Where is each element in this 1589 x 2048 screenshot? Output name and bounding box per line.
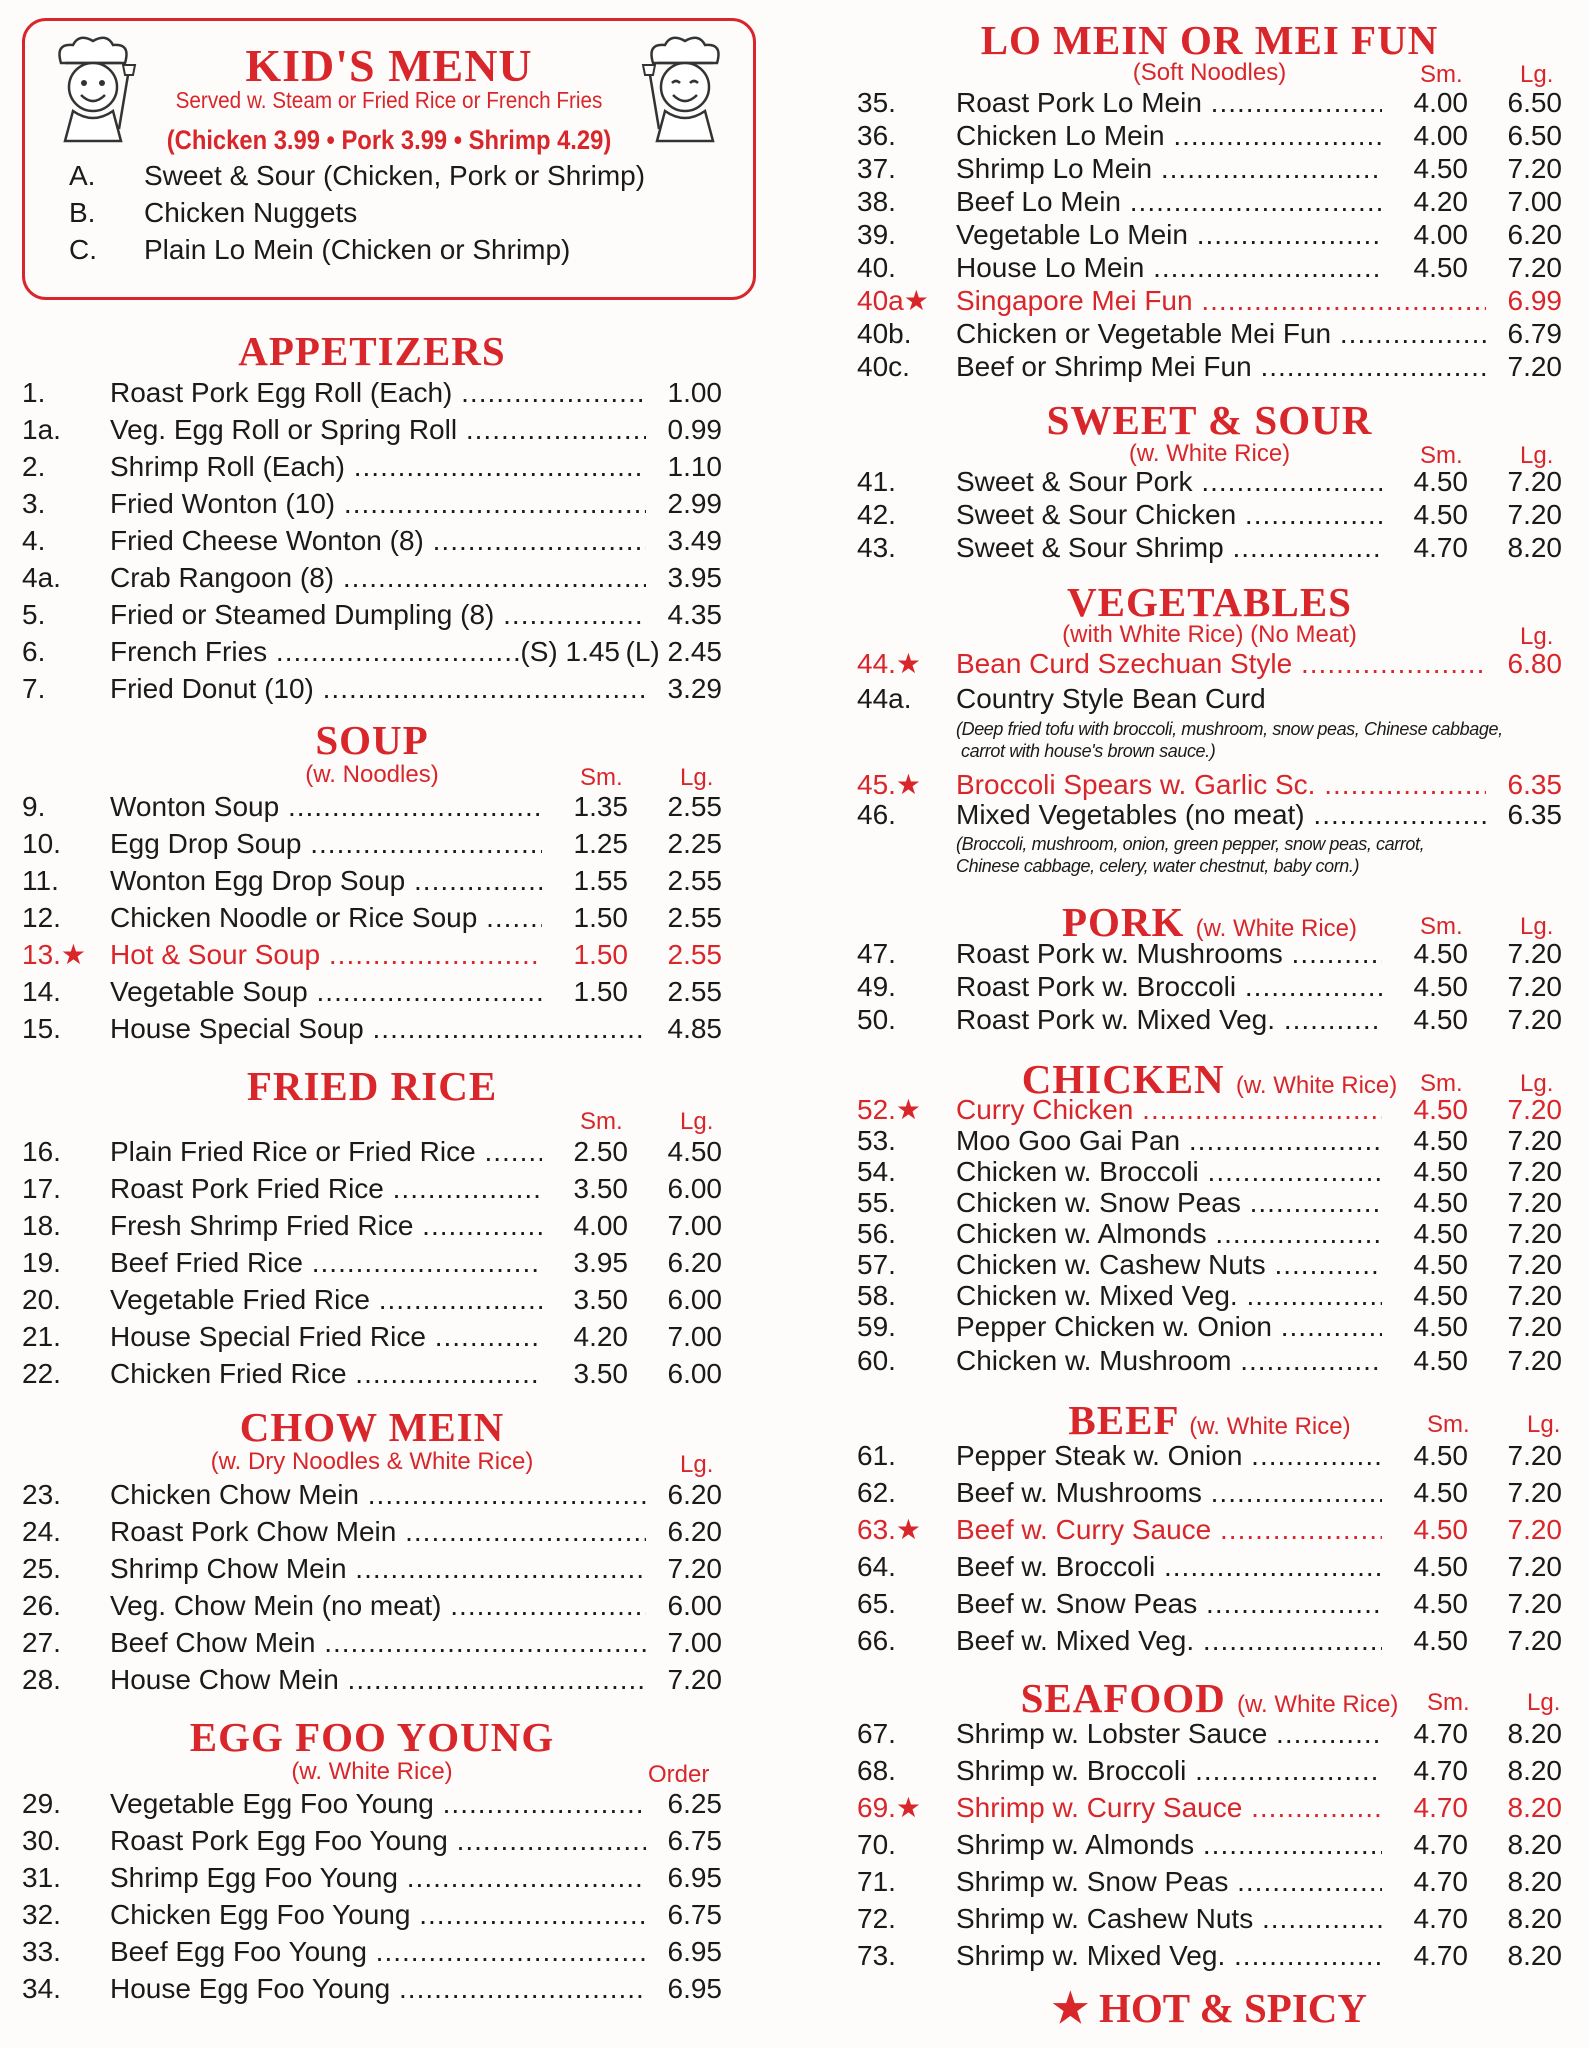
lo-mein-title: LO MEIN OR MEI FUN	[980, 17, 1439, 63]
kids-menu-title: KID'S MENU	[245, 40, 533, 91]
menu-item-4: 4. Fried Cheese Wonton (8) ..... 3.49	[22, 523, 722, 559]
menu-item-34: 34. House Egg Foo Young ..... 6.95	[22, 1971, 722, 2007]
egg-foo-young-title: EGG FOO YOUNG	[189, 1714, 555, 1760]
menu-item-40: 40. House Lo Mein ..... 4.50 7.20	[857, 250, 1562, 286]
menu-item-31: 31. Shrimp Egg Foo Young ..... 6.95	[22, 1860, 722, 1896]
note-44a-line2: carrot with house's brown sauce.)	[961, 741, 1216, 761]
seafood-sm-header: Sm.	[1427, 1689, 1470, 1716]
menu-item-25: 25. Shrimp Chow Mein ..... 7.20	[22, 1551, 722, 1587]
soup-sm-header: Sm.	[580, 764, 623, 791]
menu-item-23: 23. Chicken Chow Mein ..... 6.20	[22, 1477, 722, 1513]
menu-item-45-spicy: 45.★ Broccoli Spears w. Garlic Sc. ..... 6.35	[857, 767, 1562, 803]
menu-item-4a: 4a. Crab Rangoon (8) ..... 3.95	[22, 560, 722, 596]
menu-item-15: 15. House Special Soup ..... 4.85	[22, 1011, 722, 1047]
menu-item-68: 68. Shrimp w. Broccoli ..... 4.70 8.20	[857, 1753, 1562, 1789]
menu-item-43: 43. Sweet & Sour Shrimp ..... 4.70 8.20	[857, 530, 1562, 566]
fried-rice-lg-header: Lg.	[680, 1108, 714, 1135]
beef-lg-header: Lg.	[1527, 1411, 1561, 1438]
menu-item-72: 72. Shrimp w. Cashew Nuts ..... 4.70 8.20	[857, 1901, 1562, 1937]
menu-item-63-spicy: 63.★ Beef w. Curry Sauce ..... 4.50 7.20	[857, 1512, 1562, 1548]
menu-item-22: 22. Chicken Fried Rice ..... 3.50 6.00	[22, 1356, 722, 1392]
soup-title: SOUP	[315, 717, 429, 763]
menu-item-10: 10. Egg Drop Soup ..... 1.25 2.25	[22, 826, 722, 862]
hot-spicy-legend: ★ HOT & SPICY	[1051, 1985, 1368, 2031]
kids-item-letter-c: C.	[69, 234, 97, 265]
menu-item-26: 26. Veg. Chow Mein (no meat) ..... 6.00	[22, 1588, 722, 1624]
menu-item-49: 49. Roast Pork w. Broccoli ..... 4.50 7.20	[857, 969, 1562, 1005]
lo-mein-lg-header: Lg.	[1520, 61, 1554, 88]
menu-item-30: 30. Roast Pork Egg Foo Young ..... 6.75	[22, 1823, 722, 1859]
menu-item-67: 67. Shrimp w. Lobster Sauce ..... 4.70 8.20	[857, 1716, 1562, 1752]
menu-item-40a-spicy: 40a★ Singapore Mei Fun ..... 6.99	[857, 283, 1562, 319]
menu-item-21: 21. House Special Fried Rice ..... 4.20 7.00	[22, 1319, 722, 1355]
sweet-sour-subtitle: (w. White Rice)	[1128, 440, 1291, 467]
menu-item-18: 18. Fresh Shrimp Fried Rice ..... 4.00 7.00	[22, 1208, 722, 1244]
menu-item-33: 33. Beef Egg Foo Young ..... 6.95	[22, 1934, 722, 1970]
chicken-lg-header: Lg.	[1520, 1070, 1554, 1097]
menu-item-50: 50. Roast Pork w. Mixed Veg. ..... 4.50 7.20	[857, 1002, 1562, 1038]
menu-item-39: 39. Vegetable Lo Mein ..... 4.00 6.20	[857, 217, 1562, 253]
menu-item-58: 58. Chicken w. Mixed Veg. ..... 4.50 7.20	[857, 1278, 1562, 1314]
menu-item-14: 14. Vegetable Soup ..... 1.50 2.55	[22, 974, 722, 1010]
soup-subtitle: (w. Noodles)	[305, 761, 439, 788]
menu-item-37: 37. Shrimp Lo Mein ..... 4.50 7.20	[857, 151, 1562, 187]
vegetables-title: VEGETABLES	[1067, 579, 1352, 625]
menu-item-64: 64. Beef w. Broccoli ..... 4.50 7.20	[857, 1549, 1562, 1585]
menu-item-12: 12. Chicken Noodle or Rice Soup ..... 1.50 2.55	[22, 900, 722, 936]
soup-lg-header: Lg.	[680, 764, 714, 791]
menu-item-41: 41. Sweet & Sour Pork ..... 4.50 7.20	[857, 464, 1562, 500]
menu-item-7: 7. Fried Donut (10) ..... 3.29	[22, 671, 722, 707]
sweet-sour-sm-header: Sm.	[1420, 442, 1463, 469]
menu-item-17: 17. Roast Pork Fried Rice ..... 3.50 6.00	[22, 1171, 722, 1207]
menu-item-1a: 1a. Veg. Egg Roll or Spring Roll ..... 0.99	[22, 412, 722, 448]
note-46-line1: (Broccoli, mushroom, onion, green pepper, snow peas, carrot,	[956, 834, 1425, 854]
menu-item-61: 61. Pepper Steak w. Onion ..... 4.50 7.20	[857, 1438, 1562, 1474]
menu-item-56: 56. Chicken w. Almonds ..... 4.50 7.20	[857, 1216, 1562, 1252]
menu-item-44-spicy: 44.★ Bean Curd Szechuan Style ..... 6.80	[857, 646, 1562, 682]
menu-item-59: 59. Pepper Chicken w. Onion ..... 4.50 7.20	[857, 1309, 1562, 1345]
menu-item-3: 3. Fried Wonton (10) ..... 2.99	[22, 486, 722, 522]
note-46-line2: Chinese cabbage, celery, water chestnut, baby corn.)	[956, 856, 1360, 876]
sweet-sour-lg-header: Lg.	[1520, 442, 1554, 469]
menu-item-70: 70. Shrimp w. Almonds ..... 4.70 8.20	[857, 1827, 1562, 1863]
menu-item-36: 36. Chicken Lo Mein ..... 4.00 6.50	[857, 118, 1562, 154]
note-44a-line1: (Deep fried tofu with broccoli, mushroom, snow peas, Chinese cabbage,	[956, 719, 1503, 739]
chow-mein-lg-header: Lg.	[680, 1451, 714, 1478]
menu-item-73: 73. Shrimp w. Mixed Veg. ..... 4.70 8.20	[857, 1938, 1562, 1974]
menu-item-27: 27. Beef Chow Mein ..... 7.00	[22, 1625, 722, 1661]
menu-item-5: 5. Fried or Steamed Dumpling (8) ..... 4.35	[22, 597, 722, 633]
menu-item-35: 35. Roast Pork Lo Mein ..... 4.00 6.50	[857, 85, 1562, 121]
chow-mein-subtitle: (w. Dry Noodles & White Rice)	[210, 1448, 534, 1475]
menu-item-40c: 40c. Beef or Shrimp Mei Fun ..... 7.20	[857, 349, 1562, 385]
kids-item-c: Plain Lo Mein (Chicken or Shrimp)	[144, 234, 571, 265]
menu-item-38: 38. Beef Lo Mein ..... 4.20 7.00	[857, 184, 1562, 220]
menu-item-19: 19. Beef Fried Rice ..... 3.95 6.20	[22, 1245, 722, 1281]
fried-rice-sm-header: Sm.	[580, 1108, 623, 1135]
menu-item-9: 9. Wonton Soup ..... 1.35 2.55	[22, 789, 722, 825]
egg-foo-young-subtitle: (w. White Rice)	[291, 1758, 453, 1785]
egg-foo-young-order-header: Order	[648, 1761, 710, 1788]
kids-item-b: Chicken Nuggets	[144, 197, 358, 228]
kids-menu-prices: (Chicken 3.99 • Pork 3.99 • Shrimp 4.29)	[166, 125, 612, 155]
appetizers-title: APPETIZERS	[238, 328, 506, 374]
beef-sm-header: Sm.	[1427, 1411, 1470, 1438]
menu-item-60: 60. Chicken w. Mushroom ..... 4.50 7.20	[857, 1343, 1562, 1379]
menu-item-54: 54. Chicken w. Broccoli ..... 4.50 7.20	[857, 1154, 1562, 1190]
vegetables-lg-header: Lg.	[1520, 623, 1554, 650]
menu-item-47: 47. Roast Pork w. Mushrooms ..... 4.50 7.20	[857, 936, 1562, 972]
kids-item-a: Sweet & Sour (Chicken, Pork or Shrimp)	[144, 160, 646, 191]
menu-item-55: 55. Chicken w. Snow Peas ..... 4.50 7.20	[857, 1185, 1562, 1221]
menu-item-16: 16. Plain Fried Rice or Fried Rice ..... 2.50 4.50	[22, 1134, 722, 1170]
pork-title: PORK (w. White Rice)	[1061, 899, 1358, 945]
beef-title: BEEF (w. White Rice)	[1068, 1397, 1351, 1443]
menu-item-57: 57. Chicken w. Cashew Nuts ..... 4.50 7.20	[857, 1247, 1562, 1283]
menu-item-71: 71. Shrimp w. Snow Peas ..... 4.70 8.20	[857, 1864, 1562, 1900]
menu-item-1: 1. Roast Pork Egg Roll (Each) ..... 1.00	[22, 375, 722, 411]
menu-item-69-spicy: 69.★ Shrimp w. Curry Sauce ..... 4.70 8.20	[857, 1790, 1562, 1826]
kids-menu-box	[22, 18, 756, 300]
fried-rice-title: FRIED RICE	[246, 1063, 498, 1109]
menu-item-52-spicy: 52.★ Curry Chicken ..... 4.50 7.20	[857, 1092, 1562, 1128]
menu-item-13-spicy: 13.★ Hot & Sour Soup ..... 1.50 2.55	[22, 937, 722, 973]
menu-item-66: 66. Beef w. Mixed Veg. ..... 4.50 7.20	[857, 1623, 1562, 1659]
menu-item-46: 46. Mixed Vegetables (no meat) ..... 6.35	[857, 797, 1562, 833]
pork-sm-header: Sm.	[1420, 913, 1463, 940]
vegetables-subtitle: (with White Rice) (No Meat)	[1062, 621, 1357, 648]
chicken-sm-header: Sm.	[1420, 1070, 1463, 1097]
menu-item-53: 53. Moo Goo Gai Pan ..... 4.50 7.20	[857, 1123, 1562, 1159]
pork-lg-header: Lg.	[1520, 913, 1554, 940]
menu-item-20: 20. Vegetable Fried Rice ..... 3.50 6.00	[22, 1282, 722, 1318]
menu-item-32: 32. Chicken Egg Foo Young ..... 6.75	[22, 1897, 722, 1933]
kids-item-letter-a: A.	[69, 160, 96, 191]
menu-item-65: 65. Beef w. Snow Peas ..... 4.50 7.20	[857, 1586, 1562, 1622]
lo-mein-sm-header: Sm.	[1420, 61, 1463, 88]
menu-item-40b: 40b. Chicken or Vegetable Mei Fun ..... 6.79	[857, 316, 1562, 352]
chow-mein-title: CHOW MEIN	[239, 1404, 505, 1450]
menu-item-44a: 44a. Country Style Bean Curd	[857, 683, 1266, 714]
menu-item-62: 62. Beef w. Mushrooms ..... 4.50 7.20	[857, 1475, 1562, 1511]
seafood-lg-header: Lg.	[1527, 1689, 1561, 1716]
lo-mein-subtitle: (Soft Noodles)	[1132, 59, 1287, 86]
menu-item-24: 24. Roast Pork Chow Mein ..... 6.20	[22, 1514, 722, 1550]
menu-item-6: 6. French Fries ..... (S) 1.45 (L) 2.45	[22, 634, 722, 670]
seafood-title: SEAFOOD (w. White Rice)	[1020, 1675, 1399, 1721]
kids-menu-served: Served w. Steam or Fried Rice or French Fries	[175, 87, 603, 113]
chicken-title: CHICKEN (w. White Rice)	[1021, 1056, 1398, 1102]
menu-item-28: 28. House Chow Mein ..... 7.20	[22, 1662, 722, 1698]
menu-item-42: 42. Sweet & Sour Chicken ..... 4.50 7.20	[857, 497, 1562, 533]
sweet-sour-title: SWEET & SOUR	[1046, 397, 1373, 443]
menu-item-2: 2. Shrimp Roll (Each) ..... 1.10	[22, 449, 722, 485]
menu-item-29: 29. Vegetable Egg Foo Young ..... 6.25	[22, 1786, 722, 1822]
kids-item-letter-b: B.	[69, 197, 96, 228]
menu-item-11: 11. Wonton Egg Drop Soup ..... 1.55 2.55	[22, 863, 722, 899]
